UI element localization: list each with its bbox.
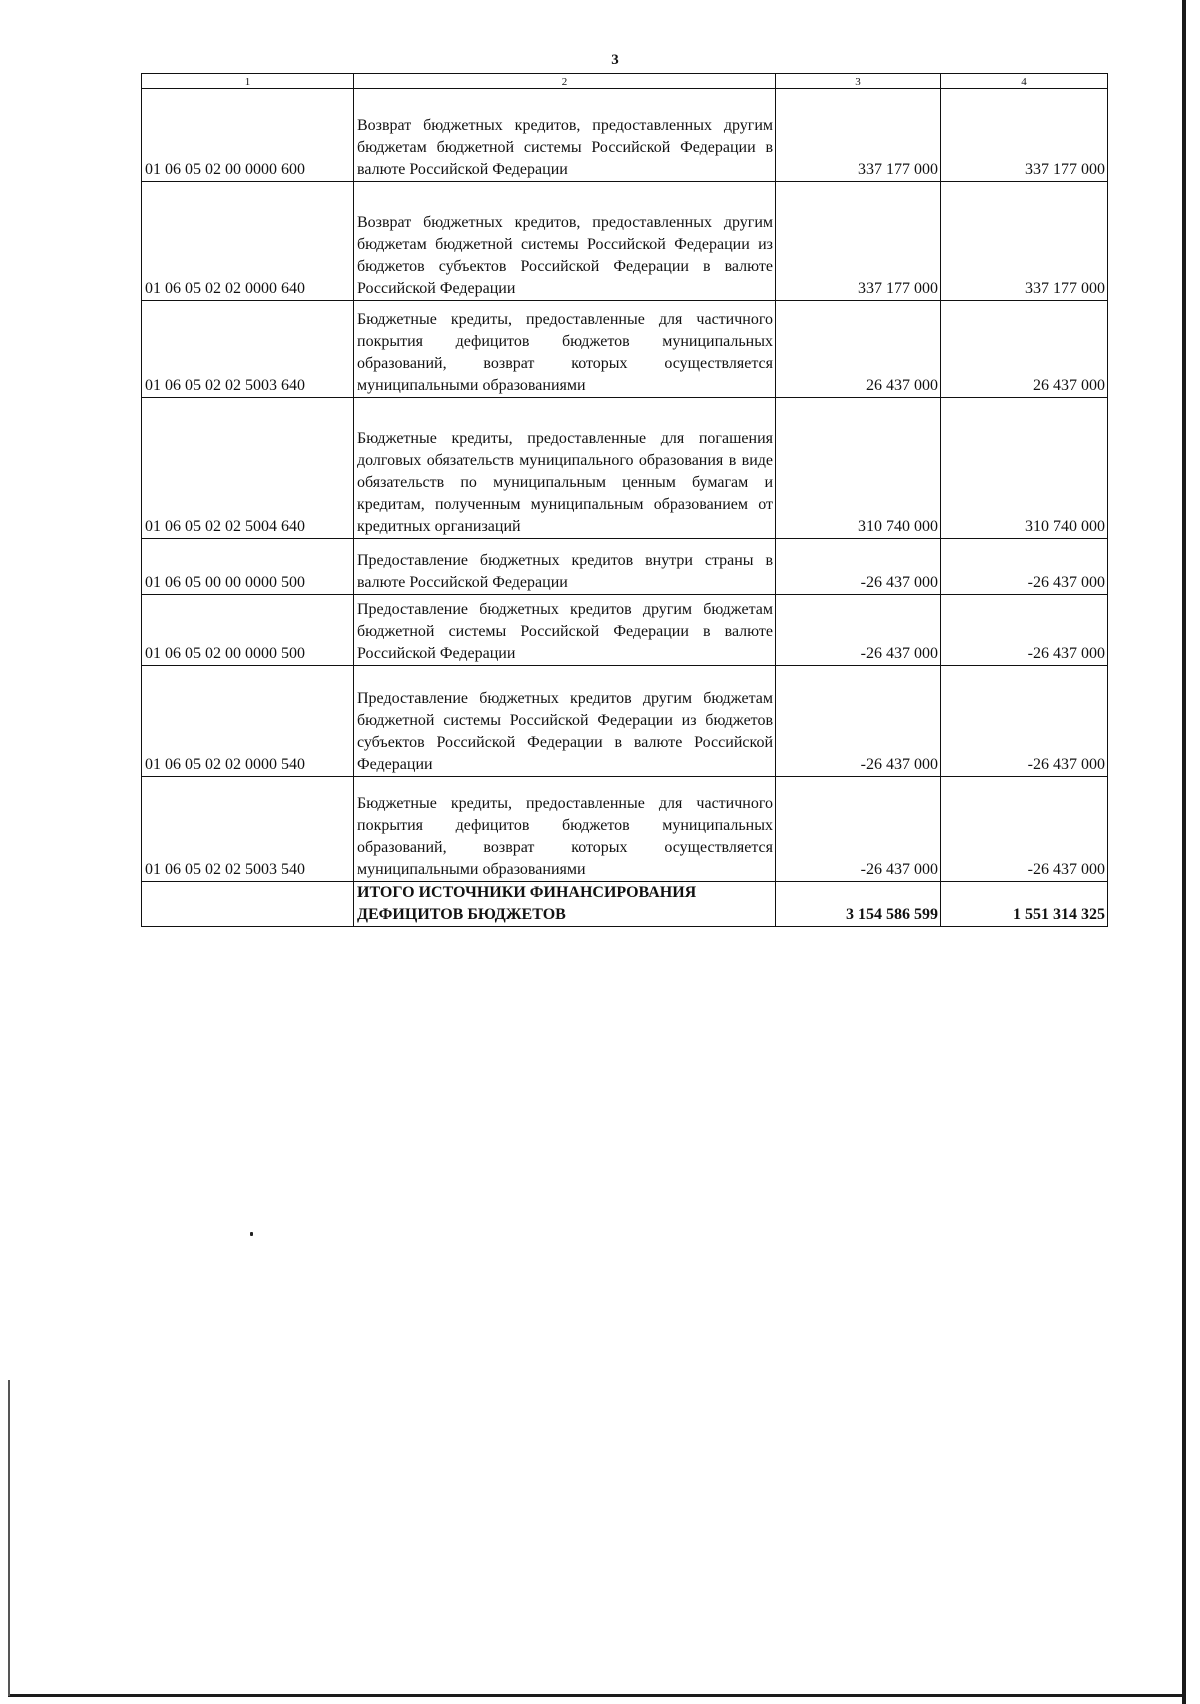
row-name: Возврат бюджетных кредитов, предоставленных другим бюджетам бюджетной системы Российской Федерации из бюджетов субъектов Российской Федерации в валюте Российской Федерации [354,182,776,301]
table-total-row [142,882,1108,927]
row-code: 01 06 05 02 02 0000 540 [142,666,354,777]
scan-speck [250,1232,253,1236]
table-row [142,539,1108,595]
row-name: Предоставление бюджетных кредитов другим бюджетам бюджетной системы Российской Федерации в валюте Российской Федерации [354,595,776,666]
row-value-4: -26 437 000 [941,595,1108,666]
row-code: 01 06 05 02 02 5004 640 [142,398,354,539]
budget-sources-table [141,73,1108,927]
total-value-3: 3 154 586 599 [776,882,941,927]
row-name: Возврат бюджетных кредитов, предоставленных другим бюджетам бюджетной системы Российской Федерации в валюте Российской Федерации [354,89,776,182]
scan-edge-right [1182,0,1186,1704]
scan-edge-left [8,1380,10,1696]
row-name: Предоставление бюджетных кредитов другим бюджетам бюджетной системы Российской Федерации из бюджетов субъектов Российской Федерации в валюте Российской Федерации [354,666,776,777]
scan-edge-bottom [8,1694,1186,1697]
page-number: 3 [611,52,619,68]
table-row [142,182,1108,301]
row-value-4: 310 740 000 [941,398,1108,539]
row-value-3: 310 740 000 [776,398,941,539]
table-header-row [142,74,1108,89]
column-header-2: 2 [354,74,776,89]
row-name: Бюджетные кредиты, предоставленные для частичного покрытия дефицитов бюджетов муниципальных образований, возврат которых осуществляется муниципальными образованиями [354,777,776,882]
row-value-4: 337 177 000 [941,182,1108,301]
table-row [142,89,1108,182]
row-name: Предоставление бюджетных кредитов внутри страны в валюте Российской Федерации [354,539,776,595]
column-header-1: 1 [142,74,354,89]
row-value-3: 337 177 000 [776,89,941,182]
column-header-4: 4 [941,74,1108,89]
total-name: ИТОГО ИСТОЧНИКИ ФИНАНСИРОВАНИЯ ДЕФИЦИТОВ БЮДЖЕТОВ [354,882,776,927]
total-value-4: 1 551 314 325 [941,882,1108,927]
table-row [142,595,1108,666]
table-row [142,398,1108,539]
row-value-3: 26 437 000 [776,301,941,398]
row-value-4: -26 437 000 [941,666,1108,777]
table-row [142,666,1108,777]
row-value-3: 337 177 000 [776,182,941,301]
row-value-3: -26 437 000 [776,777,941,882]
row-value-4: -26 437 000 [941,777,1108,882]
row-code: 01 06 05 02 00 0000 600 [142,89,354,182]
row-code: 01 06 05 00 00 0000 500 [142,539,354,595]
row-value-4: -26 437 000 [941,539,1108,595]
table-row [142,777,1108,882]
row-code: 01 06 05 02 00 0000 500 [142,595,354,666]
row-code: 01 06 05 02 02 5003 540 [142,777,354,882]
row-value-4: 26 437 000 [941,301,1108,398]
table-row [142,301,1108,398]
row-value-3: -26 437 000 [776,595,941,666]
row-name: Бюджетные кредиты, предоставленные для погашения долговых обязательств муниципального образования в виде обязательств по муниципальным ценным бумагам и кредитам, полученным муниципальным образованием от кредитных организаций [354,398,776,539]
row-code: 01 06 05 02 02 5003 640 [142,301,354,398]
total-code [142,882,354,927]
row-value-3: -26 437 000 [776,539,941,595]
row-name: Бюджетные кредиты, предоставленные для частичного покрытия дефицитов бюджетов муниципальных образований, возврат которых осуществляется муниципальными образованиями [354,301,776,398]
row-value-4: 337 177 000 [941,89,1108,182]
column-header-3: 3 [776,74,941,89]
row-code: 01 06 05 02 02 0000 640 [142,182,354,301]
row-value-3: -26 437 000 [776,666,941,777]
